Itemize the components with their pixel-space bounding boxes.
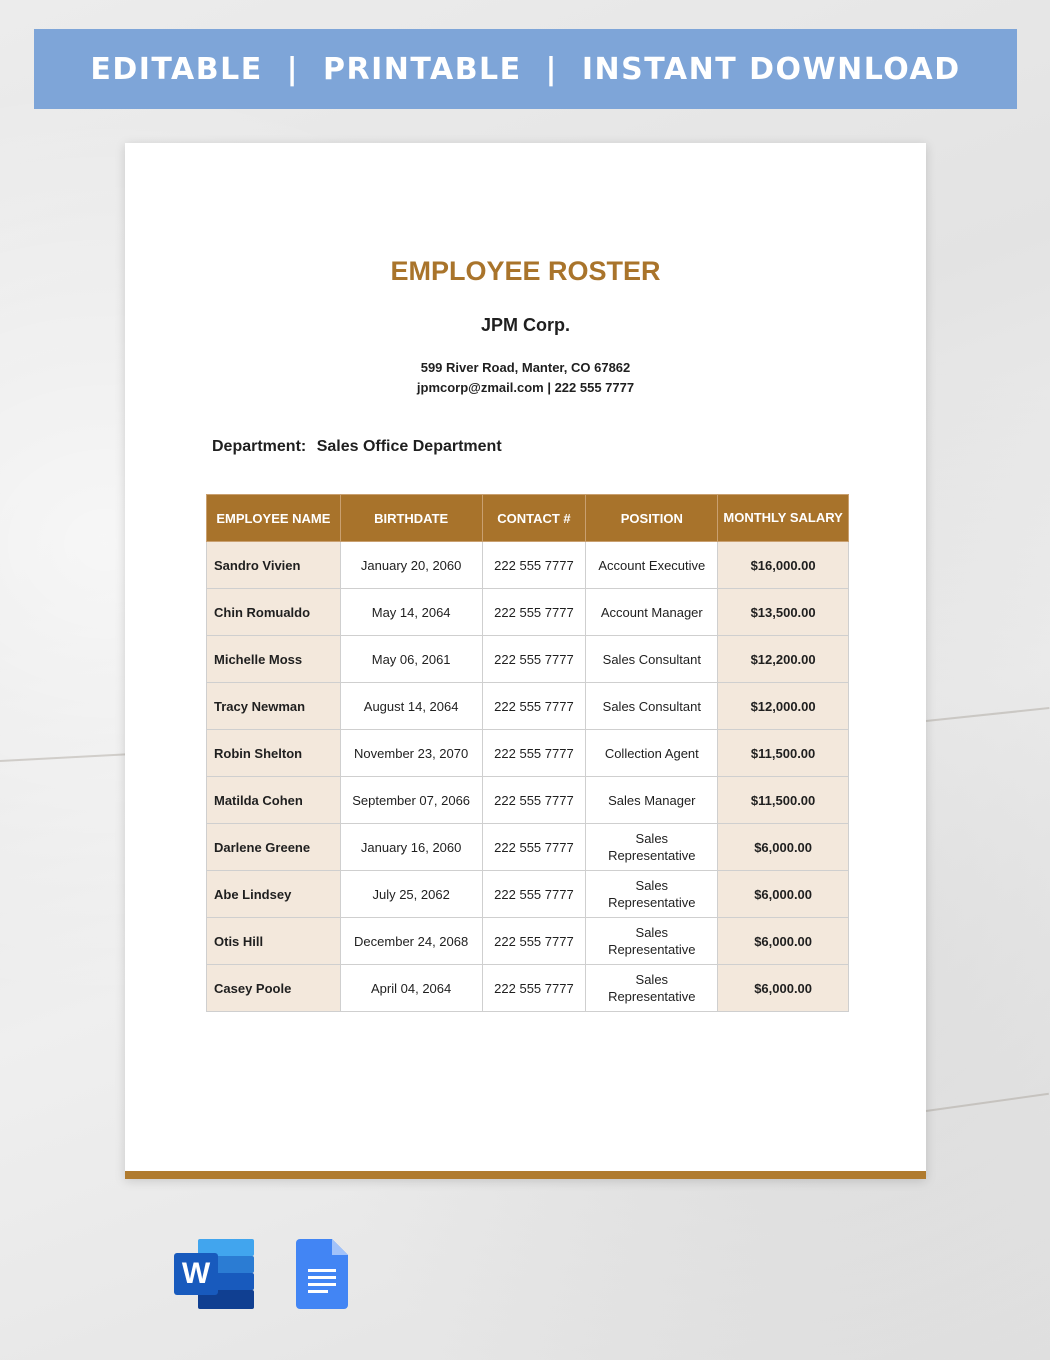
table-row (207, 542, 849, 589)
cell-birthdate: September 07, 2066 (340, 777, 482, 824)
table-row (207, 730, 849, 777)
cell-name: Darlene Greene (207, 824, 341, 871)
cell-birthdate: May 14, 2064 (340, 589, 482, 636)
company-name: JPM Corp. (480, 315, 570, 335)
cell-contact: 222 555 7777 (482, 824, 586, 871)
google-docs-icon[interactable] (296, 1239, 348, 1309)
cell-position: Account Manager (586, 589, 718, 636)
microsoft-word-icon[interactable] (174, 1239, 254, 1309)
department-line (212, 438, 508, 456)
page-footer-bar (125, 1171, 926, 1179)
word-letter: W (174, 1253, 218, 1295)
cell-position: Account Executive (586, 542, 718, 589)
cell-position: Sales Representative (586, 918, 718, 965)
table-row (207, 777, 849, 824)
table-row (207, 918, 849, 965)
table-header-row (207, 495, 849, 542)
app-icons (174, 1239, 348, 1309)
header-monthly-salary: MONTHLY SALARY (718, 495, 849, 542)
table-row (207, 824, 849, 871)
cell-position: Sales Representative (586, 871, 718, 918)
cell-contact: 222 555 7777 (482, 683, 586, 730)
cell-salary: $6,000.00 (718, 965, 849, 1012)
header-position: POSITION (586, 495, 718, 542)
cell-position: Sales Representative (586, 824, 718, 871)
cell-contact: 222 555 7777 (482, 636, 586, 683)
cell-birthdate: January 16, 2060 (340, 824, 482, 871)
cell-birthdate: April 04, 2064 (340, 965, 482, 1012)
cell-salary: $13,500.00 (718, 589, 849, 636)
cell-birthdate: May 06, 2061 (340, 636, 482, 683)
employee-roster-table (206, 494, 849, 1012)
cell-name: Casey Poole (207, 965, 341, 1012)
cell-birthdate: November 23, 2070 (340, 730, 482, 777)
cell-position: Sales Consultant (586, 636, 718, 683)
cell-contact: 222 555 7777 (482, 730, 586, 777)
cell-name: Michelle Moss (207, 636, 341, 683)
department-value: Sales Office Department (316, 438, 502, 455)
header-contact: CONTACT # (482, 495, 586, 542)
header-birthdate: BIRTHDATE (340, 495, 482, 542)
cell-birthdate: January 20, 2060 (340, 542, 482, 589)
cell-name: Matilda Cohen (207, 777, 341, 824)
company-contact: jpmcorp@zmail.com | 222 555 7777 (416, 380, 635, 395)
cell-contact: 222 555 7777 (482, 589, 586, 636)
banner-text: EDITABLE | PRINTABLE | INSTANT DOWNLOAD (90, 51, 961, 87)
cell-position: Collection Agent (586, 730, 718, 777)
cell-contact: 222 555 7777 (482, 542, 586, 589)
cell-contact: 222 555 7777 (482, 871, 586, 918)
cell-contact: 222 555 7777 (482, 777, 586, 824)
cell-name: Chin Romualdo (207, 589, 341, 636)
cell-contact: 222 555 7777 (482, 965, 586, 1012)
cell-contact: 222 555 7777 (482, 918, 586, 965)
cell-name: Otis Hill (207, 918, 341, 965)
marble-vein (926, 707, 1050, 722)
department-label: Department: (212, 438, 307, 455)
table-row (207, 636, 849, 683)
cell-position: Sales Consultant (586, 683, 718, 730)
promo-banner (34, 29, 1017, 109)
cell-salary: $6,000.00 (718, 918, 849, 965)
cell-name: Sandro Vivien (207, 542, 341, 589)
cell-birthdate: August 14, 2064 (340, 683, 482, 730)
cell-position: Sales Manager (586, 777, 718, 824)
cell-salary: $12,200.00 (718, 636, 849, 683)
cell-position: Sales Representative (586, 965, 718, 1012)
header-employee-name: EMPLOYEE NAME (207, 495, 341, 542)
cell-name: Robin Shelton (207, 730, 341, 777)
cell-salary: $11,500.00 (718, 730, 849, 777)
cell-salary: $16,000.00 (718, 542, 849, 589)
cell-name: Tracy Newman (207, 683, 341, 730)
cell-salary: $6,000.00 (718, 871, 849, 918)
marble-vein (926, 1093, 1049, 1112)
company-address: 599 River Road, Manter, CO 67862 (420, 360, 631, 375)
cell-birthdate: December 24, 2068 (340, 918, 482, 965)
table-row (207, 683, 849, 730)
document-page (125, 143, 926, 1179)
cell-birthdate: July 25, 2062 (340, 871, 482, 918)
cell-salary: $6,000.00 (718, 824, 849, 871)
cell-salary: $12,000.00 (718, 683, 849, 730)
cell-salary: $11,500.00 (718, 777, 849, 824)
table-row (207, 589, 849, 636)
table-row (207, 871, 849, 918)
table-row (207, 965, 849, 1012)
cell-name: Abe Lindsey (207, 871, 341, 918)
document-title: EMPLOYEE ROSTER (390, 256, 661, 286)
